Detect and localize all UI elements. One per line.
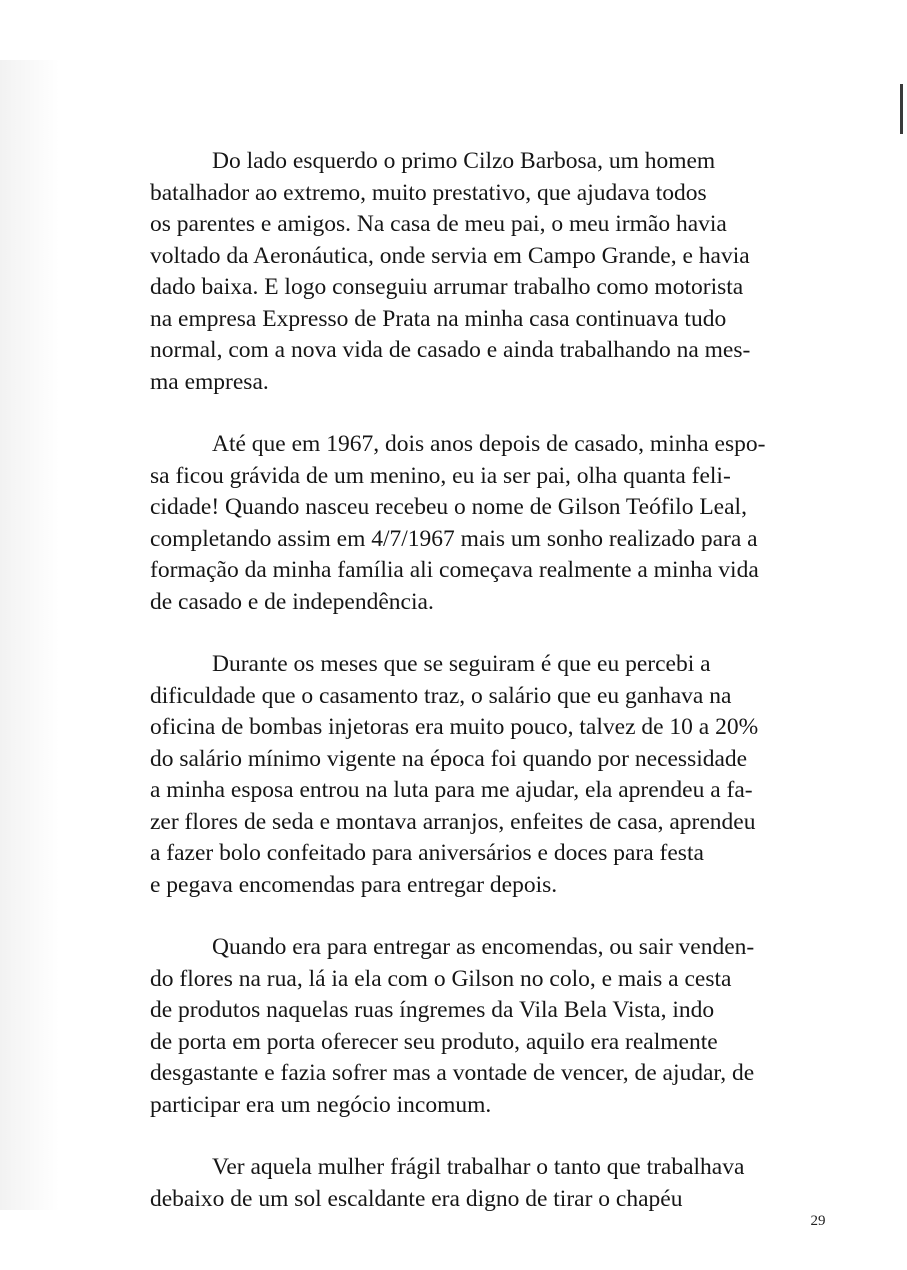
page-gutter-shadow (0, 60, 60, 1210)
text-line: do salário mínimo vigente na época foi quando por necessidade (150, 745, 748, 772)
body-text (150, 146, 826, 1246)
text-line: Até que em 1967, dois anos depois de casado, minha espo- (212, 431, 766, 457)
text-line: oficina de bombas injetoras era muito pouco, talvez de 10 a 20% (150, 714, 759, 740)
paragraph-4 (150, 932, 826, 1121)
text-line: desgastante e fazia sofrer mas a vontade de vencer, de ajudar, de (150, 1060, 755, 1086)
text-line: os parentes e amigos. Na casa de meu pai, o meu irmão havia (150, 211, 727, 237)
paragraph-2 (150, 429, 826, 618)
text-line: a minha esposa entrou na luta para me ajudar, ela aprendeu a fa- (150, 777, 753, 803)
text-line: participar era um negócio incomum. (150, 1091, 492, 1118)
text-line: batalhador ao extremo, muito prestativo, que ajudava todos (150, 179, 707, 206)
text-line: do flores na rua, lá ia ela com o Gilson no colo, e mais a cesta (150, 965, 732, 992)
page-edge-mark (900, 84, 903, 134)
text-line: sa ficou grávida de um menino, eu ia ser pai, olha quanta feli- (150, 462, 731, 489)
text-line: voltado da Aeronáutica, onde servia em Campo Grande, e havia (150, 242, 750, 269)
text-line: Quando era para entregar as encomendas, ou sair venden- (212, 934, 755, 960)
page-number: 29 (810, 1213, 826, 1229)
text-line: de casado e de independência. (150, 588, 434, 615)
paragraph-5 (150, 1152, 826, 1215)
paragraph-1 (150, 146, 826, 398)
text-line: Durante os meses que se seguiram é que eu percebi a (212, 651, 711, 677)
text-line: na empresa Expresso de Prata na minha casa continuava tudo (150, 305, 727, 332)
text-line: ma empresa. (150, 368, 269, 395)
text-line: dificuldade que o casamento traz, o salário que eu ganhava na (150, 682, 732, 709)
text-line: normal, com a nova vida de casado e ainda trabalhando na mes- (150, 337, 751, 363)
text-line: formação da minha família ali começava realmente a minha vida (150, 557, 759, 583)
text-line: de produtos naquelas ruas íngremes da Vila Bela Vista, indo (150, 997, 715, 1023)
text-line: debaixo de um sol escaldante era digno de tirar o chapéu (150, 1185, 683, 1212)
text-line: Do lado esquerdo o primo Cilzo Barbosa, um homem (212, 148, 716, 174)
text-line: de porta em porta oferecer seu produto, aquilo era realmente (150, 1028, 718, 1055)
text-line: completando assim em 4/7/1967 mais um sonho realizado para a (150, 525, 758, 552)
text-line: zer flores de seda e montava arranjos, enfeites de casa, aprendeu (150, 808, 756, 835)
text-line: a fazer bolo confeitado para aniversários e doces para festa (150, 840, 704, 866)
text-line: dado baixa. E logo conseguiu arrumar trabalho como motorista (150, 274, 744, 300)
text-line: Ver aquela mulher frágil trabalhar o tanto que trabalhava (212, 1154, 745, 1180)
text-line: cidade! Quando nasceu recebeu o nome de Gilson Teófilo Leal, (150, 494, 747, 520)
paragraph-3 (150, 649, 826, 901)
text-line: e pegava encomendas para entregar depois. (150, 871, 558, 898)
